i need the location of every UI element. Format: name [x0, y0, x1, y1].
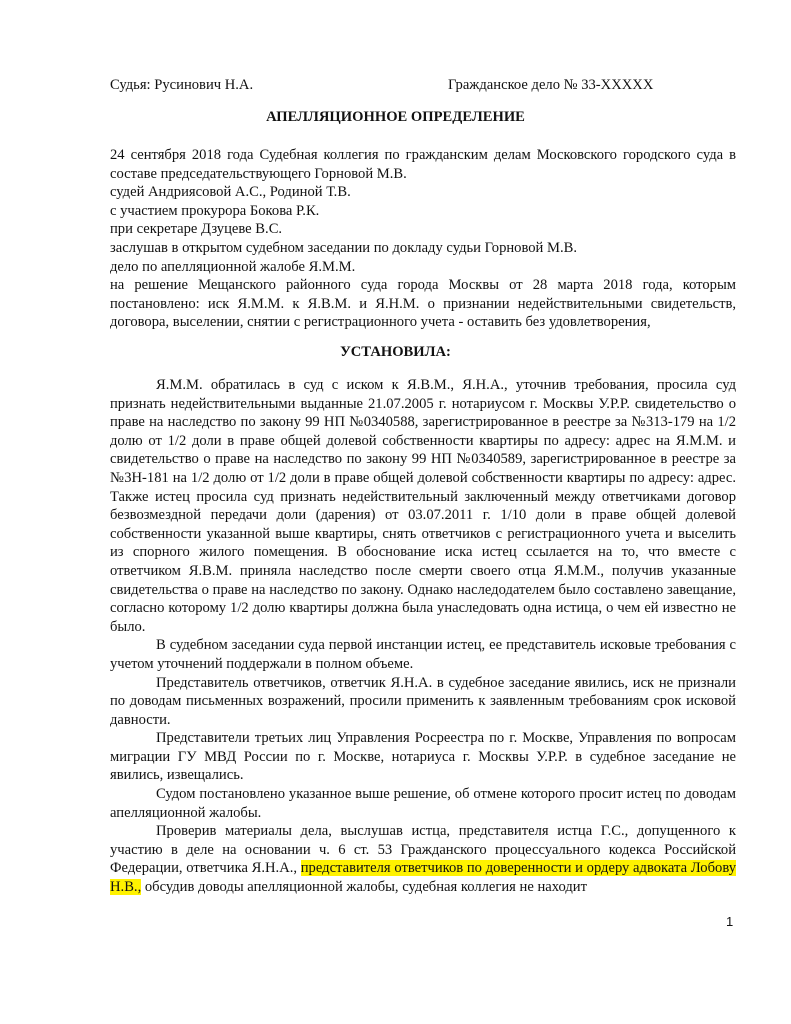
highlighted-text: представителя ответчиков по доверенности и ордеру адвоката Лобову Н.В.,: [110, 860, 737, 896]
prosecutor-line: с участием прокурора Бокова Р.К.: [110, 202, 320, 219]
review-text-end: обсудив доводы апелляционной жалобы, судебная коллегия не находит: [141, 879, 587, 896]
review-text-start: Проверив материалы дела, выслушав истца, представителя истца Г.С., допущенного к участию в деле на основании ч. 6 ст. 53 Гражданского процессуального кодекса Российской Федерации, ответчика Я.Н.А.,: [110, 823, 736, 877]
secretary-line: при секретаре Дзуцеве В.С.: [110, 221, 283, 238]
judge-name: Судья: Русинович Н.А.: [110, 77, 254, 93]
court-composition: 24 сентября 2018 года Судебная коллегия по гражданским делам Московского городского суда в составе председательствующего Горновой М.В.: [110, 147, 736, 182]
document-header: [110, 76, 670, 95]
paragraph-review: [110, 822, 736, 896]
paragraph-first-instance: В судебном заседании суда первой инстанции истец, ее представитель исковые требования с учетом уточнений поддержали в полном объеме.: [110, 637, 736, 672]
appeal-line: дело по апелляционной жалобе Я.М.М.: [110, 258, 356, 275]
paragraph-decision: Судом постановлено указанное выше решение, об отмене которого просит истец по доводам апелляционной жалобы.: [110, 786, 736, 821]
body-text: [110, 376, 736, 897]
lower-court-decision: на решение Мещанского районного суда города Москвы от 28 марта 2018 года, которым постановлено: иск Я.М.М. к Я.В.М. и Я.Н.М. о признании недействительными свидетельств, договора, выселении, снятии с регистрационного учета - оставить без удовлетворения,: [110, 277, 736, 331]
page-number: 1: [726, 914, 734, 929]
paragraph-third-parties: Представители третьих лиц Управления Росреестра по г. Москве, Управления по вопросам миграции ГУ МВД России по г. Москве, нотариуса г. Москвы У.Р.Р. в судебное заседание не явились, извещались.: [110, 730, 736, 784]
section-title: УСТАНОВИЛА:: [340, 344, 451, 360]
paragraph-claim: Я.М.М. обратилась в суд с иском к Я.В.М., Я.Н.А., уточнив требования, просила суд признать недействительными выданные 21.07.2005 г. нотариусом г. Москвы У.Р.Р. свидетельство о праве на наследство по закону 99 НП №0340588, зарегистрированное в реестре за №313-179 на 1/2 долю от 1/2 доли в праве общей долевой собственности квартиры по адресу: адрес на Я.М.М. и свидетельство о праве на наследство по закону 99 НП №0340589, зарегистрированное в реестре за №3Н-181 на 1/2 долю от 1/2 доли в праве общей долевой собственности квартиры по адресу: адрес. Также истец просила суд признать недействительный заключенный между ответчиками договор безвозмездной передачи доли (дарения) от 03.07.2011 г. 1/10 доли в праве общей долевой собственности указанной выше квартиры, снять ответчиков с регистрационного учета и выселить из спорного жилого помещения. В обоснование иска истец ссылается на то, что вместе с ответчиком Я.В.М. приняла наследство после смерти своего отца Я.М.М., получив указанные свидетельства о праве на наследство по закону. Однако наследодателем было составлено завещание, согласно которому 1/2 долю квартиры должна была унаследовать одна истица, о чем ей известно не было.: [110, 377, 736, 635]
document-title: АПЕЛЛЯЦИОННОЕ ОПРЕДЕЛЕНИЕ: [266, 109, 525, 125]
case-number: Гражданское дело № 33-XXXXX: [448, 77, 654, 93]
hearing-line: заслушав в открытом судебном заседании по докладу судьи Горновой М.В.: [110, 239, 578, 256]
judges-line: судей Андриясовой А.С., Родиной Т.В.: [110, 184, 351, 201]
intro-block: [110, 146, 736, 332]
paragraph-defendants: Представитель ответчиков, ответчик Я.Н.А. в судебное заседание явились, иск не признали по доводам письменных возражений, просили применить к заявленным требованиям срок исковой давности.: [110, 674, 736, 728]
